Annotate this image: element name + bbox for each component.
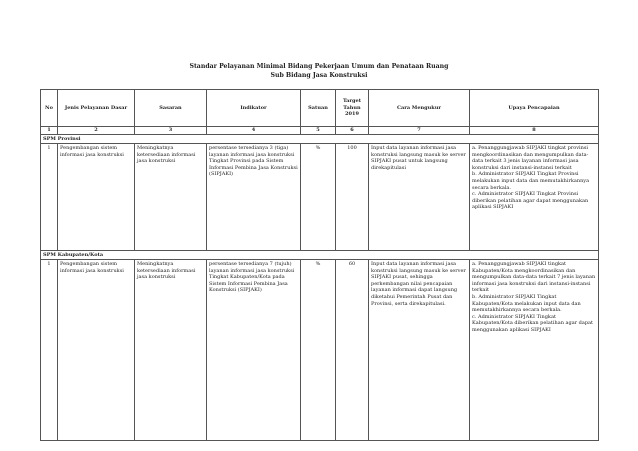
upaya-item: c. Administrator SIPJAKI Tingkat Provinsi diberikan pelatihan agar dapat menggunakan aplikasi SIPJAKI bbox=[472, 191, 589, 211]
cell-indikator: persentase tersedianya 3 (tiga) layanan informasi jasa konstruksi Tingkat Provinsi pada Sistem Informasi Pembina Jasa Konstruksi (SIPJAKI) bbox=[207, 144, 301, 251]
document-title: Standar Pelayanan Minimal Bidang Pekerjaan Umum dan Penataan Ruang bbox=[189, 63, 449, 70]
cell-cara: Input data layanan informasi jasa konstruksi langsung masuk ke server SIPJAKI pusat, sehingga perkembangan nilai pencapaian layanan informasi dapat langsung diketahui Pemerintah Pusat dan Provinsi, serta direkapitulasi. bbox=[369, 260, 470, 441]
column-number-row bbox=[41, 127, 599, 135]
upaya-item: a. Penanggungjawab SIPJAKI tingkat provinsi mengkoordinasikan dan mengumpulkan data-data terkait 3 jenis layanan informasi jasa konstruksi dari instansi-instansi terkait bbox=[472, 145, 589, 171]
section-title: SPM Kabupaten/Kota bbox=[41, 251, 599, 260]
section-row-provinsi bbox=[41, 135, 599, 144]
cell-indikator: persentase tersedianya 7 (tujuh) layanan informasi jasa konstruksi Tingkat Kabupaten/Kota pada Sistem Informasi Pembina Jasa Konstruksi (SIPJAKI) bbox=[207, 260, 301, 441]
cell-target: 100 bbox=[336, 144, 369, 251]
col-number: 8 bbox=[470, 127, 599, 135]
cell-jenis: Pengembangan sistem informasi jasa konstruksi bbox=[58, 260, 135, 441]
header-jenis: Jenis Pelayanan Dasar bbox=[58, 90, 135, 127]
table-row bbox=[41, 260, 599, 441]
header-target bbox=[336, 90, 369, 127]
header-upaya: Upaya Pencapaian bbox=[470, 90, 599, 127]
upaya-item: a. Penanggungjawab SIPJAKI tingkat Kabupaten/Kota mengkoordinasikan dan mengumpulkan data-data terkait 7 jenis layanan informasi jasa konstruksi dari instansi-instansi terkait bbox=[472, 261, 596, 294]
cell-cara: Input data layanan informasi jasa konstruksi langsung masuk ke server SIPJAKI pusat untuk langsung direkapitulasi bbox=[369, 144, 470, 251]
cell-target: 60 bbox=[336, 260, 369, 441]
table-row bbox=[41, 144, 599, 251]
col-number: 6 bbox=[336, 127, 369, 135]
spm-table bbox=[40, 89, 599, 441]
header-satuan: Satuan bbox=[301, 90, 336, 127]
section-title: SPM Provinsi bbox=[41, 135, 599, 144]
header-cara: Cara Mengukur bbox=[369, 90, 470, 127]
cell-sasaran: Meningkatnya ketersediaan informasi jasa konstruksi bbox=[135, 260, 207, 441]
cell-no: 1 bbox=[41, 260, 58, 441]
header-sasaran: Sasaran bbox=[135, 90, 207, 127]
cell-upaya bbox=[470, 260, 599, 441]
header-row bbox=[41, 90, 599, 127]
col-number: 5 bbox=[301, 127, 336, 135]
cell-satuan: % bbox=[301, 260, 336, 441]
col-number: 7 bbox=[369, 127, 470, 135]
header-target-line2: Tahun 2019 bbox=[343, 104, 361, 118]
upaya-item: b. Administrator SIPJAKI Tingkat Kabupaten/Kota melakukan input data dan memutakhirkannya secara berkala. bbox=[472, 293, 581, 314]
col-number: 3 bbox=[135, 127, 207, 135]
cell-jenis: Pengembangan sistem informasi jasa konstruksi bbox=[58, 144, 135, 251]
upaya-item: b. Administrator SIPJAKI Tingkat Provinsi melakukan input data dan memutakhirkannya secara berkala. bbox=[472, 171, 590, 191]
col-number: 4 bbox=[207, 127, 301, 135]
upaya-item: c. Administrator SIPJAKI Tingkat Kabupaten/Kota diberikan pelatihan agar dapat menggunakan aplikasi SIPJAKI bbox=[472, 313, 594, 333]
cell-sasaran: Meningkatnya ketersediaan informasi jasa konstruksi bbox=[135, 144, 207, 251]
col-number: 1 bbox=[41, 127, 58, 135]
cell-no: 1 bbox=[41, 144, 58, 251]
cell-satuan: % bbox=[301, 144, 336, 251]
section-row-kabupaten bbox=[41, 251, 599, 260]
header-target-line1: Target bbox=[342, 98, 362, 105]
cell-upaya bbox=[470, 144, 599, 251]
header-indikator: Indikator bbox=[207, 90, 301, 127]
document-subtitle: Sub Bidang Jasa Konstruksi bbox=[270, 72, 368, 79]
header-no: No bbox=[41, 90, 58, 127]
col-number: 2 bbox=[58, 127, 135, 135]
